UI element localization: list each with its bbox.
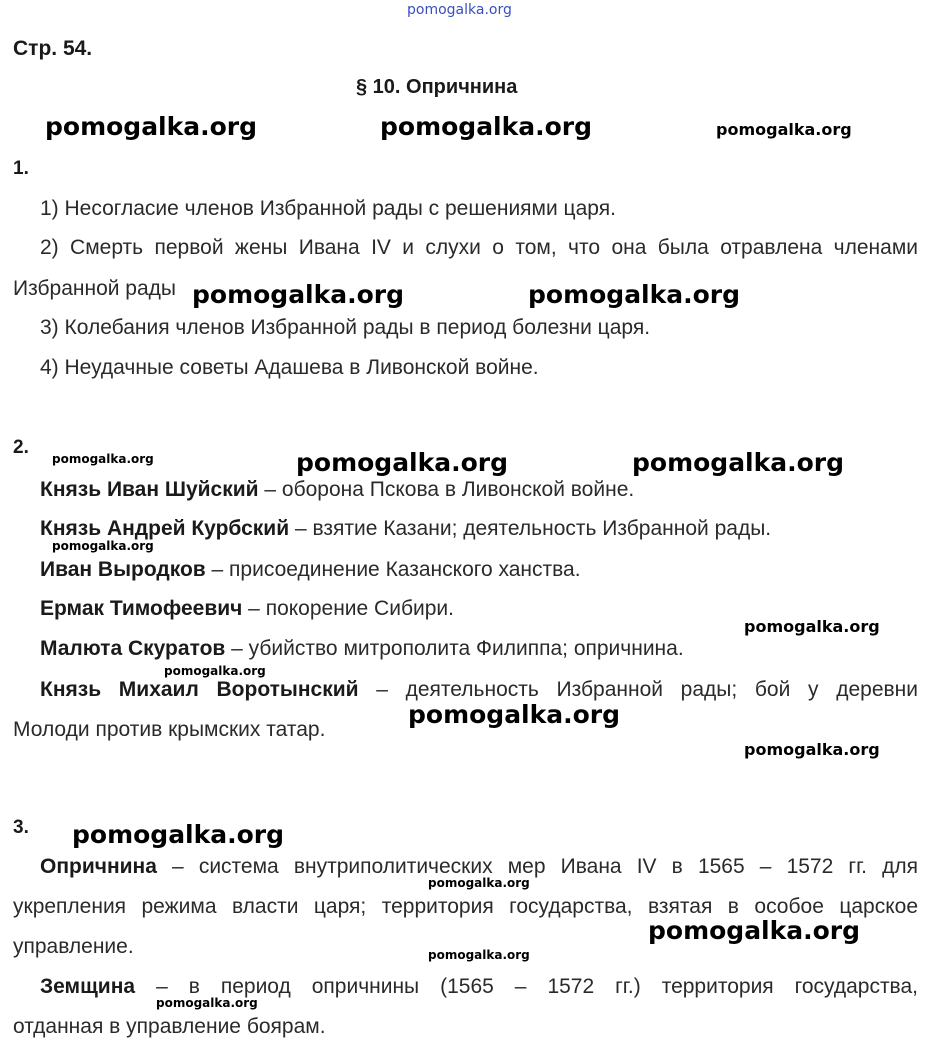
- watermark: pomogalka.org: [52, 452, 154, 466]
- person-entry: [40, 637, 684, 661]
- task-number-3: 3.: [13, 817, 29, 838]
- watermark: pomogalka.org: [428, 948, 530, 962]
- person-description: – присоединение Казанского ханства.: [205, 558, 581, 581]
- definition-text: – в период опричнины (1565 – 1572 гг.) территория государства,: [135, 975, 918, 998]
- person-description: – убийство митрополита Филиппа; опричнина.: [225, 637, 684, 660]
- watermark: pomogalka.org: [428, 876, 530, 890]
- definition-line: отданная в управление боярам.: [13, 1015, 326, 1038]
- person-entry: [40, 558, 581, 582]
- watermark: pomogalka.org: [744, 740, 880, 759]
- watermark: pomogalka.org: [72, 820, 285, 849]
- watermark: pomogalka.org: [408, 700, 621, 729]
- task-number-1: 1.: [13, 158, 29, 179]
- person-description: – деятельность Избранной рады; бой у деревни: [358, 678, 918, 701]
- watermark: pomogalka.org: [632, 448, 845, 477]
- person-entry: [40, 597, 454, 621]
- definition-term: Опричнина: [40, 855, 157, 878]
- person-entry: [40, 517, 771, 541]
- definition-text: – система внутриполитических мер Ивана IV в 1565 – 1572 гг. для: [156, 855, 918, 878]
- site-watermark-top: pomogalka.org: [407, 2, 512, 18]
- task1-item-2: 2) Смерть первой жены Ивана IV и слухи о том, что она была отравлена членами: [40, 236, 918, 259]
- definition-term: Земщина: [40, 975, 136, 998]
- watermark: pomogalka.org: [380, 112, 593, 141]
- person-description: – взятие Казани; деятельность Избранной рады.: [289, 517, 772, 540]
- task-number-2: 2.: [13, 437, 29, 458]
- watermark: pomogalka.org: [52, 539, 154, 553]
- watermark: pomogalka.org: [192, 280, 405, 309]
- watermark: pomogalka.org: [744, 617, 880, 636]
- person-name: Князь Иван Шуйский: [40, 478, 259, 501]
- person-name: Иван Выродков: [40, 558, 206, 581]
- watermark: pomogalka.org: [528, 280, 741, 309]
- person-description: – оборона Пскова в Ливонской войне.: [258, 478, 635, 501]
- definition-line: укрепления режима власти царя; территория государства, взятая в особое царское: [13, 895, 918, 918]
- person-name: Князь Андрей Курбский: [40, 517, 290, 540]
- person-name: Ермак Тимофеевич: [40, 597, 243, 620]
- watermark: pomogalka.org: [45, 112, 258, 141]
- section-title: § 10. Опричнина: [356, 76, 518, 98]
- person-name: Малюта Скуратов: [40, 637, 226, 660]
- person-description-continued: Молоди против крымских татар.: [13, 718, 326, 741]
- person-entry: [40, 678, 918, 702]
- task1-item-1: 1) Несогласие членов Избранной рады с решениями царя.: [40, 197, 616, 220]
- task1-item-4: 4) Неудачные советы Адашева в Ливонской войне.: [40, 356, 539, 379]
- watermark: pomogalka.org: [164, 664, 266, 678]
- watermark: pomogalka.org: [156, 996, 258, 1010]
- definition-line: управление.: [13, 935, 134, 958]
- task1-item-2-continued: Избранной рады: [13, 277, 177, 300]
- watermark: pomogalka.org: [716, 120, 852, 139]
- person-description: – покорение Сибири.: [242, 597, 454, 620]
- task1-item-3: 3) Колебания членов Избранной рады в период болезни царя.: [40, 316, 651, 339]
- page-label: Стр. 54.: [13, 37, 93, 60]
- person-name: Князь Михаил Воротынский: [40, 678, 359, 701]
- person-entry: [40, 478, 634, 502]
- watermark: pomogalka.org: [648, 916, 861, 945]
- watermark: pomogalka.org: [296, 448, 509, 477]
